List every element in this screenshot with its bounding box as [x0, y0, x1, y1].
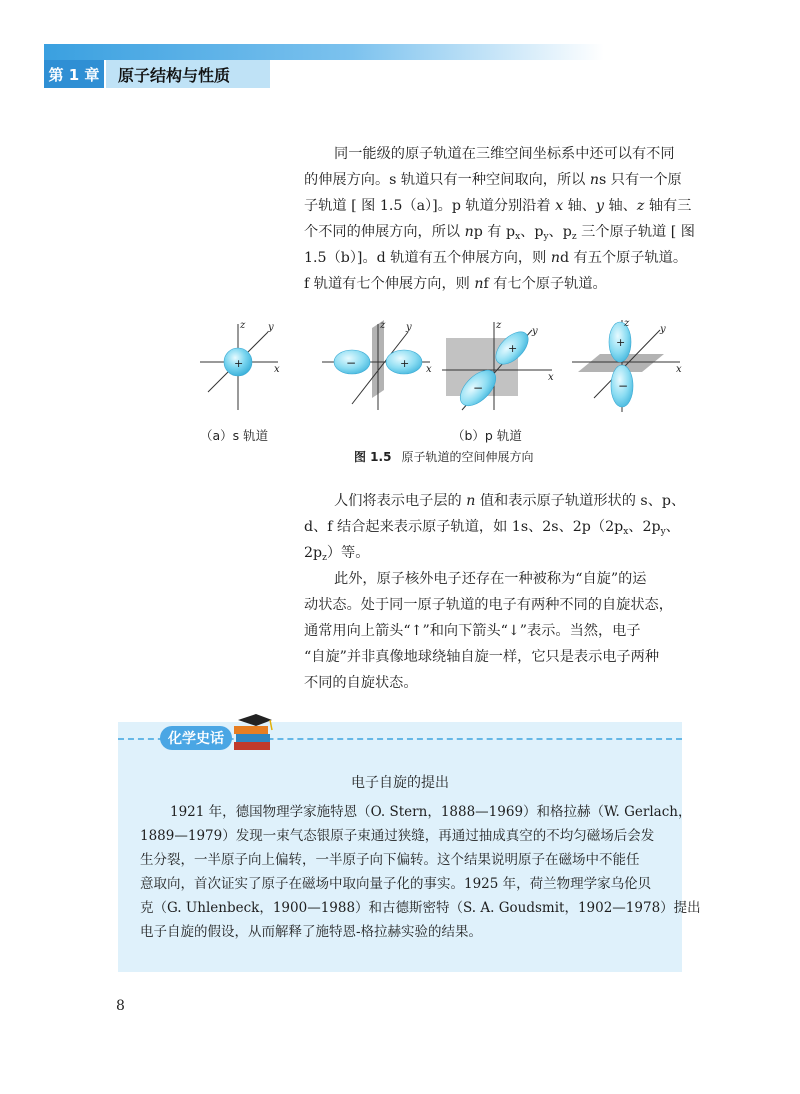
- text-line: 此外，原子核外电子还存在一种被称为“自旋”的运: [334, 571, 647, 587]
- text-line: 生分裂，一半原子向上偏转，一半原子向下偏转。这个结果说明原子在磁场中不能任: [140, 852, 640, 868]
- history-title: 电子自旋的提出: [351, 775, 449, 791]
- chapter-title: 原子结构与性质: [106, 60, 270, 88]
- text-line: “自旋”并非真像地球绕轴自旋一样，它只是表示电子两种: [304, 649, 660, 665]
- py-orbital-diagram: [442, 320, 554, 412]
- axis-label: y: [532, 326, 538, 337]
- axis-label: y: [268, 322, 274, 333]
- text-line: 动状态。处于同一原子轨道的电子有两种不同的自旋状态，: [304, 597, 673, 613]
- text-line: 意取向，首次证实了原子在磁场中取向量子化的事实。1925 年，荷兰物理学家乌伦贝: [140, 876, 652, 892]
- sign-label: +: [616, 336, 626, 349]
- paragraph-orbital-orientation: [304, 141, 695, 297]
- px-orbital-diagram: [322, 320, 432, 410]
- caption-p-orbital: （b）p 轨道: [452, 428, 522, 443]
- axis-label: x: [676, 364, 682, 375]
- text-line: 的伸展方向。s 轨道只有一种空间取向，所以 ns 只有一个原: [304, 172, 682, 188]
- axis-label: z: [496, 320, 502, 331]
- figure-caption: 图 1.5 原子轨道的空间伸展方向: [354, 450, 534, 464]
- orbital-figure: [192, 318, 682, 468]
- text-line: f 轨道有七个伸展方向，则 nf 有七个原子轨道。: [304, 276, 607, 292]
- pz-orbital-diagram: [572, 318, 682, 412]
- paragraph-spin: [304, 488, 692, 696]
- text-line: 1.5（b）]。d 轨道有五个伸展方向，则 nd 有五个原子轨道。: [304, 250, 688, 266]
- axis-label: x: [274, 364, 280, 375]
- axis-label: z: [624, 318, 630, 329]
- header-band: [44, 44, 604, 60]
- history-label: 化学史话: [160, 726, 232, 750]
- axis-label: y: [406, 322, 412, 333]
- sign-label: +: [234, 357, 244, 370]
- axis-label: z: [240, 320, 246, 331]
- caption-s-orbital: （a）s 轨道: [200, 428, 269, 443]
- text-line: 人们将表示电子层的 n 值和表示原子轨道形状的 s、p、: [334, 493, 686, 509]
- sign-label: +: [508, 342, 518, 355]
- sign-label: −: [473, 381, 484, 395]
- history-text: [140, 800, 701, 944]
- text-line: 1889—1979）发现一束气态银原子束通过狭缝，再通过抽成真空的不均匀磁场后会发: [140, 828, 655, 844]
- sign-label: −: [346, 356, 357, 370]
- text-line: 通常用向上箭头“↑”和向下箭头“↓”表示。当然，电子: [304, 623, 641, 639]
- text-line: 克（G. Uhlenbeck，1900—1988）和古德斯密特（S. A. Goudsmit，1902—1978）提出: [140, 900, 701, 916]
- text-line: 不同的自旋状态。: [304, 675, 418, 691]
- text-line: $2p_z$）等。: [304, 545, 370, 563]
- axis-label: y: [660, 324, 666, 335]
- text-line: 子轨道 [ 图 1.5（a）]。p 轨道分别沿着 x 轴、y 轴、z 轴有三: [304, 198, 692, 214]
- books-graduation-cap-icon: [230, 712, 276, 754]
- text-line: 1921 年，德国物理学家施特恩（O. Stern，1888—1969）和格拉赫（W. Gerlach，: [170, 804, 692, 820]
- text-line: 个不同的伸展方向，所以 np 有 $p_x$、$p_y$、$p_z$ 三个原子轨道 [ 图: [304, 224, 695, 242]
- text-line: 电子自旋的假设，从而解释了施特恩-格拉赫实验的结果。: [140, 924, 483, 940]
- page-number: 8: [116, 998, 125, 1014]
- axis-label: x: [426, 364, 432, 375]
- axis-label: z: [380, 320, 386, 331]
- sign-label: +: [400, 357, 410, 370]
- s-orbital-diagram: [200, 320, 280, 410]
- axis-label: x: [548, 372, 554, 383]
- text-line: d、f 结合起来表示原子轨道，如 1s、2s、$2p(2p_x$、$2p_y$、: [304, 519, 680, 537]
- sign-label: −: [618, 379, 629, 393]
- chapter-label: 第 1 章: [44, 60, 104, 88]
- text-line: 同一能级的原子轨道在三维空间坐标系中还可以有不同: [334, 146, 675, 162]
